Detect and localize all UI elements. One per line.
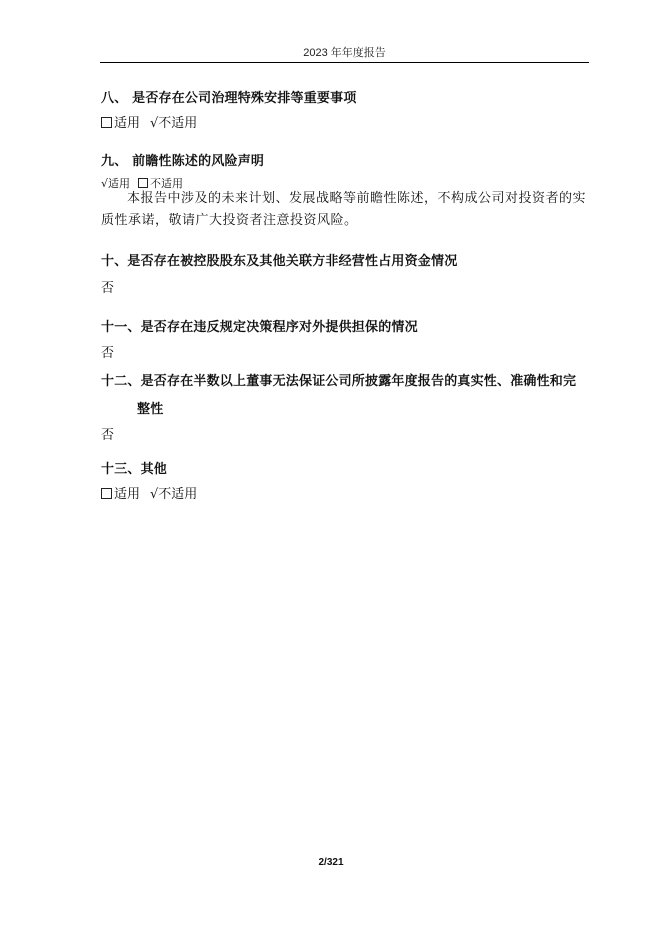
unchecked-box-icon <box>101 117 112 128</box>
section-11-answer: 否 <box>101 346 115 361</box>
section-12-heading <box>101 368 591 424</box>
section-9-heading: 九、 前瞻性陈述的风险声明 <box>101 154 265 169</box>
section-8-heading: 八、 是否存在公司治理特殊安排等重要事项 <box>101 91 357 106</box>
applicable-label: 适用 <box>114 116 141 131</box>
section-8-options <box>101 112 197 131</box>
not-applicable-checked-label: √不适用 <box>150 116 198 131</box>
header-divider <box>100 62 589 63</box>
unchecked-box-icon <box>101 488 112 499</box>
page-number: 2/321 <box>318 857 344 868</box>
not-applicable-label: 不适用 <box>150 177 184 190</box>
not-applicable-checked-label: √不适用 <box>150 487 198 502</box>
applicable-checked-label: √适用 <box>101 177 131 190</box>
section-10-answer: 否 <box>101 281 115 296</box>
forward-looking-statement: 本报告中涉及的未来计划、发展战略等前瞻性陈述，不构成公司对投资者的实质性承诺，敬请广大投资者注意投资风险。 <box>101 191 587 228</box>
section-11-heading: 十一、是否存在违反规定决策程序对外提供担保的情况 <box>101 320 418 335</box>
section-13-heading: 十三、其他 <box>101 462 168 477</box>
page-header: 2023 年年度报告 <box>303 47 386 59</box>
applicable-label: 适用 <box>114 487 141 502</box>
section-12-answer: 否 <box>101 428 115 443</box>
section-10-heading: 十、是否存在被控股股东及其他关联方非经营性占用资金情况 <box>101 254 458 269</box>
unchecked-box-icon <box>138 178 148 188</box>
section-13-options <box>101 483 197 502</box>
section-12-heading-line2: 整性 <box>137 402 164 417</box>
section-12-heading-line1: 十二、是否存在半数以上董事无法保证公司所披露年度报告的真实性、准确性和完 <box>101 374 577 389</box>
